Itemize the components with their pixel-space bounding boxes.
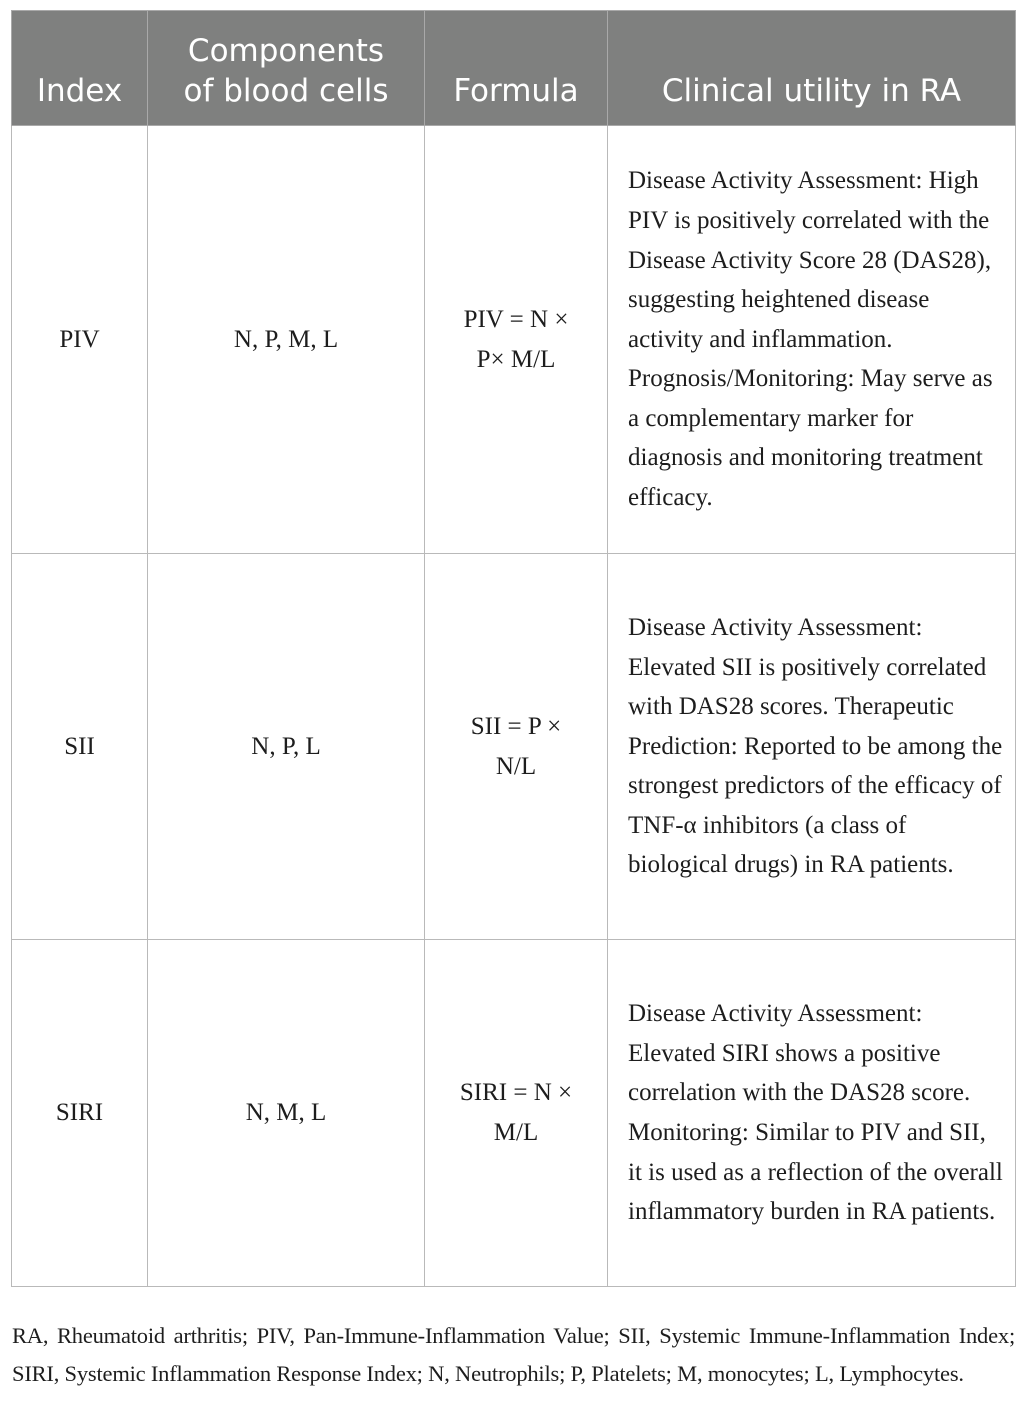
cell-clinical-utility: Disease Activity Assessment: Elevated SIRI shows a positive correlation with the DAS28 score. Monitoring: Similar to PIV and SII, it is used as a reflection of the overall inflammatory burden in RA patients.	[608, 940, 1016, 1287]
table-row	[12, 554, 1016, 940]
header-clinical-utility: Clinical utility in RA	[608, 11, 1016, 126]
header-formula: Formula	[425, 11, 608, 126]
table-row	[12, 940, 1016, 1287]
cell-clinical-utility: Disease Activity Assessment: Elevated SII is positively correlated with DAS28 scores. Therapeutic Prediction: Reported to be among the strongest predictors of the efficacy of TNF-α inhibitors (a class of biological drugs) in RA patients.	[608, 554, 1016, 940]
formula-line: PIV = N ×	[463, 305, 569, 333]
cell-components: N, P, M, L	[148, 126, 425, 554]
table-container	[11, 10, 1015, 1287]
cell-components: N, P, L	[148, 554, 425, 940]
header-components	[148, 11, 425, 126]
blood-cell-index-table	[11, 10, 1016, 1287]
cell-clinical-utility: Disease Activity Assessment: High PIV is positively correlated with the Disease Activity Score 28 (DAS28), suggesting heightened disease activity and inflammation. Prognosis/Monitoring: May serve as a complementary marker for diagnosis and monitoring treatment efficacy.	[608, 126, 1016, 554]
cell-formula	[425, 554, 608, 940]
formula-line: M/L	[493, 1119, 539, 1146]
formula-line: P× M/L	[476, 345, 556, 373]
formula-line: N/L	[495, 752, 537, 780]
table-footnote: RA, Rheumatoid arthritis; PIV, Pan-Immune-Inflammation Value; SII, Systemic Immune-Inflammation Index; SIRI, Systemic Inflammation Response Index; N, Neutrophils; P, Platelets; M, monocytes; L, Lymphocytes.	[12, 1322, 1015, 1386]
cell-index: SII	[12, 554, 148, 940]
cell-formula	[425, 940, 608, 1287]
header-index: Index	[12, 11, 148, 126]
table-header-row	[12, 11, 1016, 126]
cell-index: SIRI	[12, 940, 148, 1287]
cell-components: N, M, L	[148, 940, 425, 1287]
cell-formula	[425, 126, 608, 554]
cell-index: PIV	[12, 126, 148, 554]
formula-line: SIRI = N ×	[459, 1079, 573, 1107]
header-components-line1: Components	[187, 33, 385, 69]
header-components-line2: of blood cells	[183, 73, 389, 109]
table-row	[12, 126, 1016, 554]
formula-line: SII = P ×	[470, 712, 562, 740]
